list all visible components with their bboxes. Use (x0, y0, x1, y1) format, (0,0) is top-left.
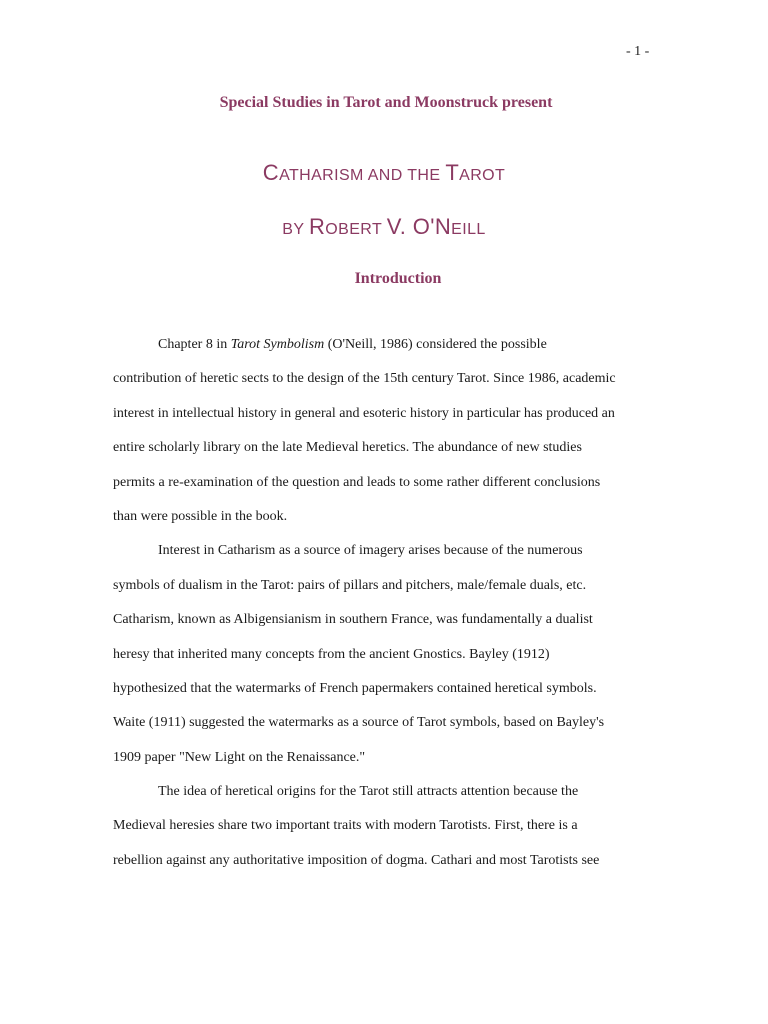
document-title (0, 160, 768, 186)
text-line: Waite (1911) suggested the watermarks as a source of Tarot symbols, based on Bayley's (113, 715, 605, 731)
text-line: entire scholarly library on the late Medieval heretics. The abundance of new studies (113, 440, 582, 456)
series-title-text: Special Studies in Tarot and Moonstruck present (219, 94, 553, 111)
text-line: Catharism, known as Albigensianism in southern France, was fundamentally a dualist (113, 612, 593, 628)
text-line: contribution of heretic sects to the design of the 15th century Tarot. Since 1986, academic (113, 371, 616, 387)
page-number: - 1 - (626, 44, 650, 59)
title-initial-1: C (262, 160, 280, 185)
text-line: rebellion against any authoritative imposition of dogma. Cathari and most Tarotists see (113, 852, 600, 868)
byline-by: BY (282, 221, 309, 238)
text-line: interest in intellectual history in general and esoteric history in particular has produced an (113, 405, 615, 421)
text-line-pre: Chapter 8 in (158, 337, 231, 352)
book-title-italic: Tarot Symbolism (230, 337, 325, 352)
byline-initial-r: R (309, 214, 326, 239)
byline-eill: EILL (451, 221, 486, 238)
series-title (0, 94, 768, 112)
byline-obert: OBERT (325, 221, 387, 238)
text-line: than were possible in the book. (113, 508, 288, 524)
text-line: Medieval heresies share two important traits with modern Tarotists. First, there is a (113, 818, 578, 834)
title-rest-1: ATHARISM AND THE (279, 167, 446, 184)
text-line: symbols of dualism in the Tarot: pairs of pillars and pitchers, male/female duals, etc. (113, 577, 587, 593)
text-line-post: (O'Neill, 1986) considered the possible (324, 337, 547, 352)
text-line: heresy that inherited many concepts from the ancient Gnostics. Bayley (1912) (113, 646, 550, 662)
text-line: permits a re-examination of the question and leads to some rather different conclusions (113, 474, 601, 490)
title-initial-2: T (445, 160, 460, 185)
title-rest-2: AROT (459, 167, 506, 184)
text-line: hypothesized that the watermarks of French papermakers contained heretical symbols. (113, 680, 597, 696)
section-heading: Introduction (354, 270, 442, 287)
text-line: Interest in Catharism as a source of imagery arises because of the numerous (158, 543, 583, 559)
body-text (113, 328, 658, 878)
text-line: 1909 paper "New Light on the Renaissance." (113, 749, 366, 765)
text-line (113, 328, 658, 362)
author-byline (0, 214, 768, 240)
text-line: The idea of heretical origins for the Tarot still attracts attention because the (158, 784, 579, 800)
byline-initials-v: V. O'N (386, 214, 452, 239)
